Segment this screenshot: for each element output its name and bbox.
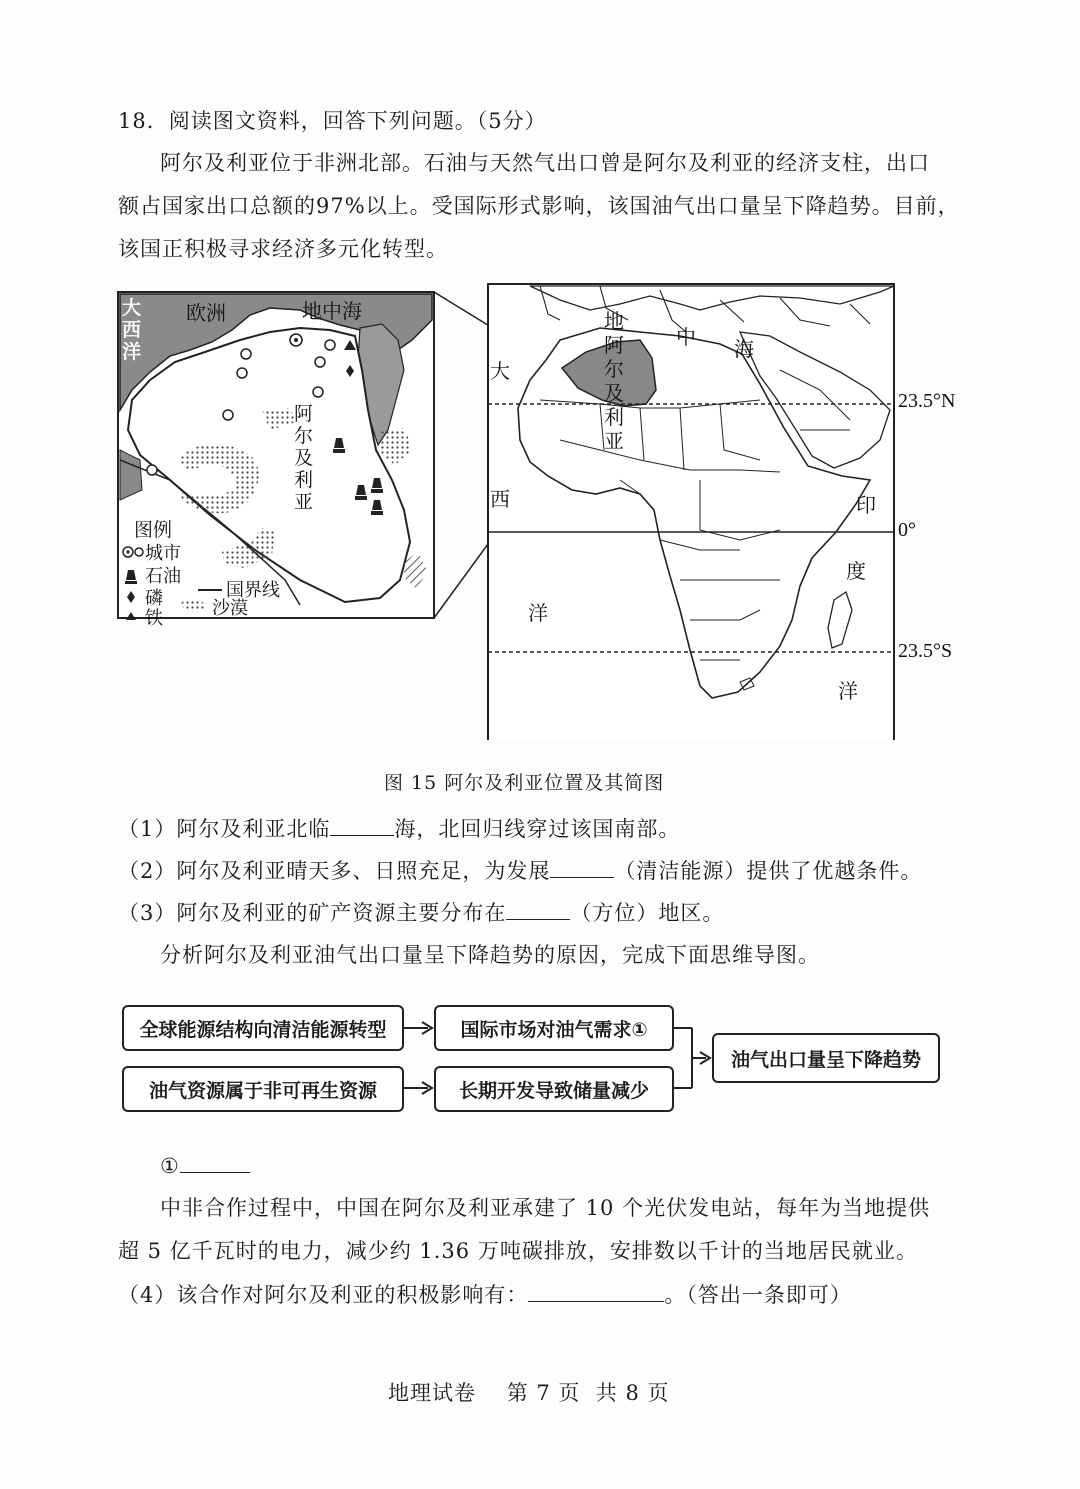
- mindmap-box-nonrenewable: 油气资源属于非可再生资源: [122, 1066, 404, 1112]
- q2-text-b: （清洁能源）提供了优越条件。: [614, 859, 923, 883]
- q4-text-a: （4）该合作对阿尔及利亚的积极影响有：: [118, 1283, 529, 1307]
- coop-line-2: 超 5 亿千瓦时的电力，减少约 1.36 万吨碳排放，安排数以千计的当地居民就业。: [118, 1239, 918, 1263]
- page-footer: 地理试卷 第 7 页 共 8 页: [388, 1381, 670, 1405]
- mindmap-intro: 分析阿尔及利亚油气出口量呈下降趋势的原因，完成下面思维导图。: [160, 943, 820, 967]
- inset-europe-label: 欧洲: [186, 301, 226, 325]
- africa-algeria-5: 利: [604, 405, 624, 429]
- lat-equator: 0°: [898, 519, 916, 541]
- inset-atlantic-2: 西: [122, 319, 142, 341]
- legend-iron: 铁: [145, 608, 163, 629]
- africa-atlantic-c: 洋: [528, 601, 548, 625]
- africa-algeria-3: 尔: [604, 357, 624, 381]
- inset-country-4: 利: [294, 469, 314, 491]
- question-title: 18．阅读图文资料，回答下列问题。（5分）: [118, 109, 547, 133]
- legend-title: 图例: [134, 519, 173, 541]
- africa-indian-a: 印: [856, 493, 876, 517]
- q2-blank[interactable]: [550, 855, 614, 878]
- inset-med-label: 地中海: [302, 299, 362, 323]
- legend-border: 国界线: [226, 580, 280, 601]
- africa-med-b: 中: [676, 325, 696, 349]
- intro-line-3: 该国正积极寻求经济多元化转型。: [118, 237, 448, 261]
- africa-algeria-6: 亚: [604, 429, 624, 453]
- inset-country-2: 尔: [294, 425, 314, 447]
- inset-country-5: 亚: [294, 491, 314, 513]
- blank-1-marker: ①: [160, 1154, 180, 1178]
- q2-text-a: （2）阿尔及利亚晴天多、日照充足，为发展: [118, 859, 551, 883]
- legend-oil: 石油: [145, 566, 181, 587]
- inset-map: [118, 292, 434, 629]
- inset-country-1: 阿: [294, 403, 314, 425]
- inset-atlantic-1: 大: [122, 297, 142, 319]
- q3: [118, 897, 724, 928]
- africa-map: [488, 284, 955, 740]
- mindmap-box-market-demand: 国际市场对油气需求①: [434, 1005, 674, 1051]
- q3-text-a: （3）阿尔及利亚的矿产资源主要分布在: [118, 901, 507, 925]
- q2: [118, 855, 922, 886]
- africa-algeria-1: 地: [604, 309, 624, 333]
- q4-text-b: 。（答出一条即可）: [664, 1283, 852, 1307]
- q3-blank[interactable]: [506, 897, 570, 920]
- q1-text-a: （1）阿尔及利亚北临: [118, 817, 331, 841]
- q1: [118, 813, 680, 844]
- mindmap-box-energy-transition: 全球能源结构向清洁能源转型: [122, 1005, 404, 1051]
- legend-phosphate: 磷: [145, 588, 163, 609]
- inset-atlantic-3: 洋: [122, 341, 142, 363]
- q1-text-b: 海，北回归线穿过该国南部。: [394, 817, 681, 841]
- blank-1-line: [160, 1150, 250, 1181]
- q4-blank[interactable]: [528, 1279, 664, 1302]
- legend-desert: 沙漠: [212, 598, 248, 619]
- mindmap-box-result: 油气出口量呈下降趋势: [712, 1033, 940, 1083]
- africa-atlantic-b: 西: [490, 487, 510, 511]
- q3-text-b: （方位）地区。: [570, 901, 725, 925]
- lat-tropic-s: 23.5°S: [898, 640, 953, 662]
- figure-caption: 图 15 阿尔及利亚位置及其简图: [384, 772, 665, 794]
- africa-atlantic-a: 大: [490, 359, 510, 383]
- lat-tropic-n: 23.5°N: [898, 390, 956, 412]
- blank-1[interactable]: [180, 1150, 250, 1173]
- q4: [118, 1279, 852, 1310]
- africa-algeria-2: 阿: [604, 333, 624, 357]
- figure-15: [0, 280, 1080, 740]
- africa-algeria-4: 及: [604, 381, 624, 405]
- coop-line-1: 中非合作过程中，中国在阿尔及利亚承建了 10 个光伏发电站，每年为当地提供: [160, 1196, 931, 1220]
- legend-city: 城市: [145, 543, 181, 564]
- mindmap-box-reserves-decline: 长期开发导致储量减少: [434, 1066, 674, 1112]
- intro-line-2: 额占国家出口总额的97%以上。受国际形式影响，该国油气出口量呈下降趋势。目前，: [118, 194, 960, 218]
- inset-country-3: 及: [294, 447, 314, 469]
- q1-blank[interactable]: [330, 813, 394, 836]
- africa-med-c: 海: [734, 337, 754, 361]
- africa-indian-c: 洋: [838, 679, 858, 703]
- africa-indian-b: 度: [846, 559, 866, 583]
- intro-line-1: 阿尔及利亚位于非洲北部。石油与天然气出口曾是阿尔及利亚的经济支柱，出口: [160, 151, 930, 175]
